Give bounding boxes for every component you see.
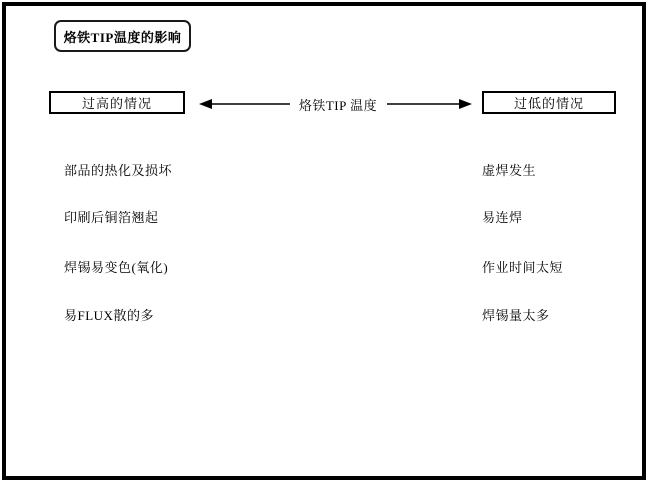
list-item: 虚焊发生 [482,163,537,178]
high-case-box [49,91,185,114]
list-item: 焊锡易变色(氧化) [64,260,169,275]
high-case-label: 过高的情况 [81,96,152,111]
list-item: 作业时间太短 [482,260,564,275]
slide [2,2,646,480]
arrow-left-icon [198,96,292,112]
list-item: 焊锡量太多 [482,308,550,323]
list-item: 易连焊 [482,210,523,225]
center-label: 烙铁TIP 温度 [298,98,378,113]
list-item: 部品的热化及损坏 [64,163,173,178]
list-item: 易FLUX散的多 [64,308,154,323]
low-case-label: 过低的情况 [513,96,584,111]
title-box [54,20,191,52]
page-title: 烙铁TIP温度的影响 [63,29,182,45]
low-case-box [482,91,616,114]
list-item: 印刷后铜箔翘起 [64,210,159,225]
arrow-right-icon [385,96,473,112]
